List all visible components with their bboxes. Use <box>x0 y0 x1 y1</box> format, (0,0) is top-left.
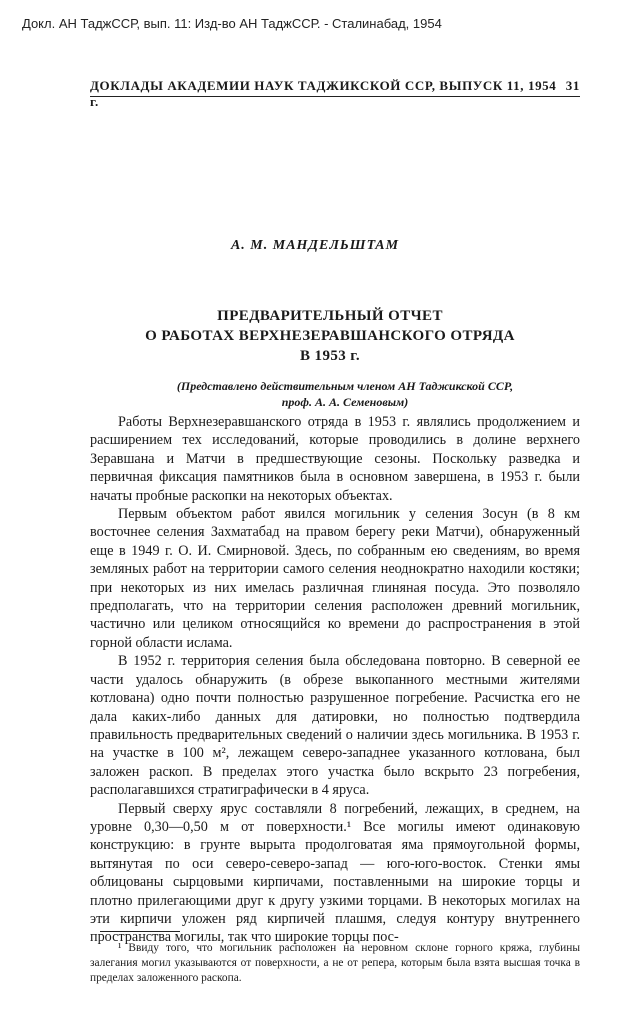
article-body <box>90 413 580 947</box>
body-paragraph: Первым объектом работ явился могильник у селения Зосун (в 8 км восточнее селения Захматабад на правом берегу реки Матчи), обнаруженный еще в 1949 г. О. И. Смирновой. Здесь, по собранным ею сведениям, во время земляных работ на территории самого селения неоднократно находили костяки; при некоторых из них имелась различная глиняная посуда. Это позволяло предполагать, что на территории селения расположен древний могильник, частично или целиком относящийся ко времени до распространения в этой горной области ислама. <box>90 506 580 651</box>
body-paragraph: Первый сверху ярус составляли 8 погребений, лежащих, в среднем, на уровне 0,30—0,50 м от поверхности.¹ Все могилы имеют одинаковую конструкцию: в грунте вырыта продолговатая яма прямоугольной формы, вытянутая по оси северо-северо-запад — юго-юго-восток. Стенки ямы облицованы сырцовыми кирпичами, поставленными на широкие торцы и плотно прилегающими друг к другу узкими торцами. В некоторых могилах на эти кирпичи уложен ряд кирпичей плашмя, следуя контуру внутреннего пространства могилы, так что широкие торцы пос- <box>90 800 580 946</box>
presented-line: проф. А. А. Семеновым) <box>281 395 409 409</box>
presented-line: (Представлено действительным членом АН Таджикской ССР, <box>176 379 514 393</box>
title-line: В 1953 г. <box>300 348 360 364</box>
title-line: ПРЕДВАРИТЕЛЬНЫЙ ОТЧЕТ <box>217 308 443 324</box>
title-line: О РАБОТАХ ВЕРХНЕЗЕРАВШАНСКОГО ОТРЯДА <box>145 328 515 344</box>
body-paragraph: В 1952 г. территория селения была обследована повторно. В северной ее части удалось обнаружить (в обрезе выкопанного местными жителями котлована) одно почти полностью разрушенное погребение. Расчистка его не дала каких-либо данных для датировки, но полностью подтвердила правильность предварительных сведений о наличии здесь могильника. В 1953 г. на участке в 100 м², лежащем северо-западнее указанного котлована, был заложен раскоп. В пределах этого участка было вскрыто 23 погребения, располагавшихся стратиграфически в 4 яруса. <box>90 653 580 799</box>
footnote-rule <box>100 931 180 932</box>
header-rule <box>90 96 580 97</box>
body-paragraph: Работы Верхнезеравшанского отряда в 1953 г. являлись продолжением и расширением тех исследований, которые проводились в долине верхнего Зеравшана и Матчи в предшествующие сезоны. Поскольку разведка и первичная фиксация памятников была в основном завершена, в 1953 г. были начаты пробные раскопки на некоторых объектах. <box>90 414 580 504</box>
running-head <box>90 78 580 110</box>
source-reference: Докл. АН ТаджССР, вып. 11: Изд-во АН ТаджССР. - Сталинабад, 1954 <box>22 16 442 31</box>
footnote: ¹ Ввиду того, что могильник расположен на неровном склоне горного кряжа, глубины залегания могил указываются от поверхности, а не от репера, которым была взята высшая точка в пределах заложенного раскопа. <box>90 942 580 984</box>
presented-by-note <box>130 378 560 410</box>
journal-title: ДОКЛАДЫ АКАДЕМИИ НАУК ТАДЖИКСКОЙ ССР, ВЫПУСК 11, 1954 г. <box>90 78 557 109</box>
author-name: А. М. МАНДЕЛЬШТАМ <box>230 238 400 253</box>
article-title <box>60 306 600 366</box>
page-number: 31 <box>565 78 580 93</box>
